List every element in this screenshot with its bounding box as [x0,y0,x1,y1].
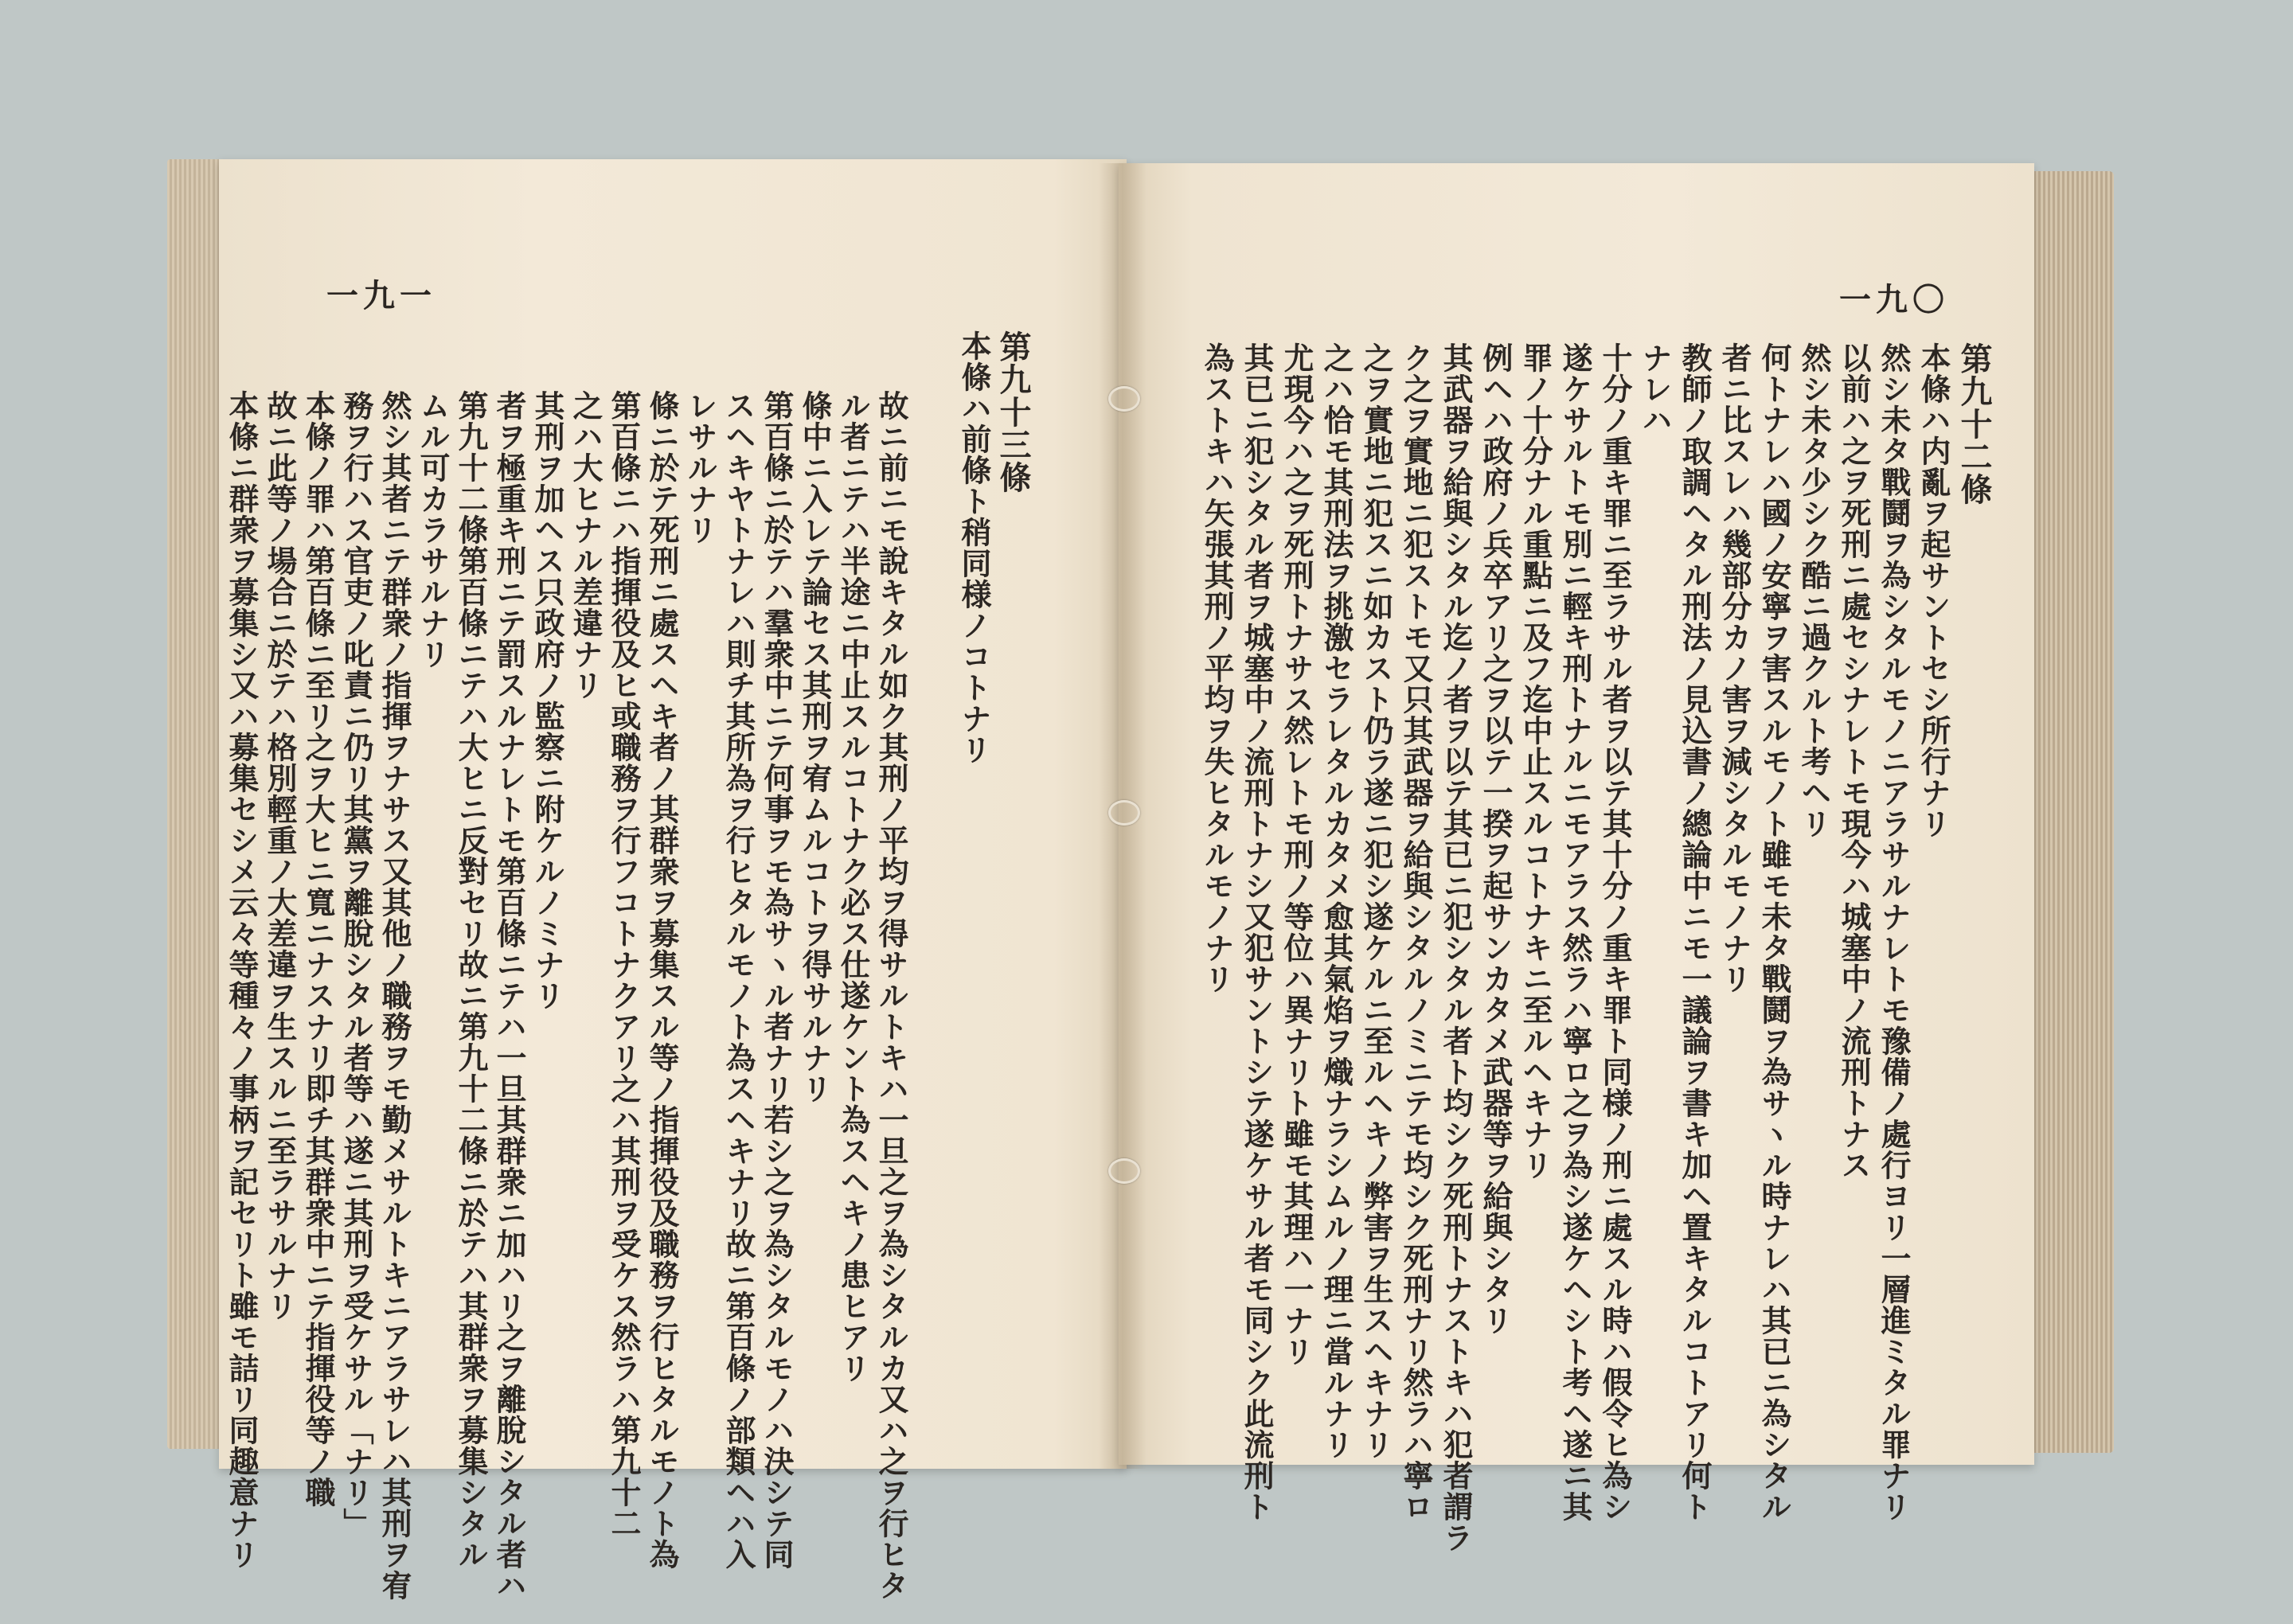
text-column: 本條ニ群衆ヲ募集シ又ハ募集セシメ云々等種々ノ事柄ヲ記セリト雖モ詰リ同趣意ナリ [224,390,260,1570]
left-page [219,159,1127,1601]
text-column: 例ヘハ政府ノ兵卒アリ之ヲ以テ一揆ヲ起サンカタメ武器等ヲ給與シタリ [1478,342,1514,1336]
text-column: 遂ケサルトモ別ニ輕キ刑トナルニモアラス然ラハ寧ロ之ヲ為シ遂ケヘシト考ヘ遂ニ其 [1557,342,1593,1522]
text-column: 然シ其者ニテ群衆ノ指揮ヲナサス又其他ノ職務ヲモ勤メサルトキニアラサレハ其刑ヲ宥 [377,390,412,1601]
text-column: 之ハ大ヒナル差違ナリ [568,390,604,701]
text-column: 本條ノ罪ハ第百條ニ至リ之ヲ大ヒニ寬ニナスナリ即チ其群衆中ニテ指揮役等ノ職 [300,390,336,1508]
text-column: 尤現今ハ之ヲ死刑トナサス然レトモ刑ノ等位ハ異ナリト雖モ其理ハ一ナリ [1279,342,1314,1367]
text-column: 本條ハ内亂ヲ起サントセシ所行ナリ [1916,342,1951,839]
text-column: 務ヲ行ハス官吏ノ叱責ニ仍リ其黨ヲ離脫シタル者等ハ遂ニ其刑ヲ受ケサル「ナリ」 [338,390,374,1539]
text-column: 其已ニ犯シタル者ヲ城塞中ノ流刑トナシ又犯サントシテ遂ケサル者モ同シク此流刑ト [1239,342,1275,1522]
left-page-text [224,330,1063,1601]
binding-stitch [1108,1158,1140,1184]
text-column: 第百條ニハ指揮役及ヒ或職務ヲ行フコトナクアリ之ハ其刑ヲ受ケス然ラハ第九十二 [606,390,642,1539]
text-column: 故ニ此等ノ場合ニ於テハ格別輕重ノ大差違ヲ生スルニ至ラサルナリ [262,390,298,1321]
text-column: 之ハ恰モ其刑法ヲ挑激セラレタルカタメ愈其氣焰ヲ熾ナラシムルノ理ニ當ルナリ [1318,342,1354,1460]
text-column: 然シ未タ戰鬪ヲ為シタルモノニアラサルナレトモ豫備ノ處行ヨリ一層進ミタル罪ナリ [1876,342,1912,1522]
text-column: レサルナリ [682,390,718,545]
text-column: 第九十二條第百條ニテハ大ヒニ反對セリ故ニ第九十二條ニ於テハ其群衆ヲ募集シタル [453,390,489,1570]
text-column: 之ヲ實地ニ犯スニ如カスト仍ラ遂ニ犯シ遂ケルニ至ルヘキノ弊害ヲ生スヘキナリ [1358,342,1394,1460]
text-column: 何トナレハ國ノ安寧ヲ害スルモノト雖モ未タ戰鬪ヲ為サヽル時ナレハ其已ニ為シタル [1756,342,1792,1522]
text-column: 其刑ヲ加ヘス只政府ノ監察ニ附ケルノミナリ [529,390,565,1011]
text-column: 故ニ前ニモ說キタル如ク其刑ノ平均ヲ得サルトキハ一旦之ヲ為シタルカ又ハ之ヲ行ヒタ [873,390,909,1601]
text-column: 第九十三條 [994,330,1032,494]
text-column: ク之ヲ實地ニ犯ストモ又只其武器ヲ給與シタルノミニテモ均シク死刑ナリ然ラハ寧ロ [1398,342,1434,1522]
text-column: 為ストキハ矢張其刑ノ平均ヲ失ヒタルモノナリ [1199,342,1235,994]
text-column: 條中ニ入レテ論セス其刑ヲ宥ムルコトヲ得サルナリ [797,390,833,1104]
binding-stitch [1108,386,1140,412]
text-column: 然シ未タ少シク酷ニ過クルト考ヘリ [1796,342,1832,839]
right-page-edge-stack [2026,171,2114,1453]
text-column: ムル可カラサルナリ [415,390,451,670]
text-column: 以前ハ之ヲ死刑ニ處セシナレトモ現今ハ城塞中ノ流刑トナス [1836,342,1872,1181]
text-column: ナレハ [1637,342,1673,435]
text-column: 者ニ比スレハ幾部分カノ害ヲ減シタルモノナリ [1717,342,1752,994]
right-page [1119,163,2034,1553]
text-column: 條ニ於テ死刑ニ處スヘキ者ノ其群衆ヲ募集スル等ノ指揮役及職務ヲ行ヒタルモノト為 [644,390,680,1570]
text-column: 者ヲ極重キ刑ニテ罰スルナレトモ第百條ニテハ一旦其群衆ニ加ハリ之ヲ離脫シタル者ハ [491,390,527,1601]
text-column: 本條ハ前條ト稍同様ノコトナリ [956,330,992,765]
left-page-folio: 一九一 [326,277,436,314]
text-column: スヘキヤトナレハ則チ其所為ヲ行ヒタルモノト為スヘキナリ故ニ第百條ノ部類ヘハ入 [721,390,756,1570]
right-page-folio: 一九〇 [1839,281,1949,318]
right-page-text [1166,342,1994,1553]
text-column: 罪ノ十分ナル重點ニ及フ迄中止スルコトナキニ至ルヘキナリ [1518,342,1553,1181]
text-column: ル者ニテハ半途ニ中止スルコトナク必ス仕遂ケント為スヘキノ患ヒアリ [835,390,871,1384]
text-column: 教師ノ取調ヘタル刑法ノ見込書ノ總論中ニモ一議論ヲ書キ加ヘ置キタルコトアリ何ト [1677,342,1713,1522]
text-column: 第九十二條 [1955,342,1993,506]
binding-stitch [1108,800,1140,826]
text-column: 第百條ニ於テハ羣衆中ニテ何事ヲモ為サヽル者ナリ若シ之ヲ為シタルモノハ決シテ同 [759,390,795,1570]
text-column: 其武器ヲ給與シタル迄ノ者ヲ以テ其已ニ犯シタル者ト均シク死刑トナストキハ犯者謂ラ [1438,342,1474,1553]
text-column: 十分ノ重キ罪ニ至ラサル者ヲ以テ其十分ノ重キ罪ト同様ノ刑ニ處スル時ハ假令ヒ為シ [1597,342,1633,1522]
